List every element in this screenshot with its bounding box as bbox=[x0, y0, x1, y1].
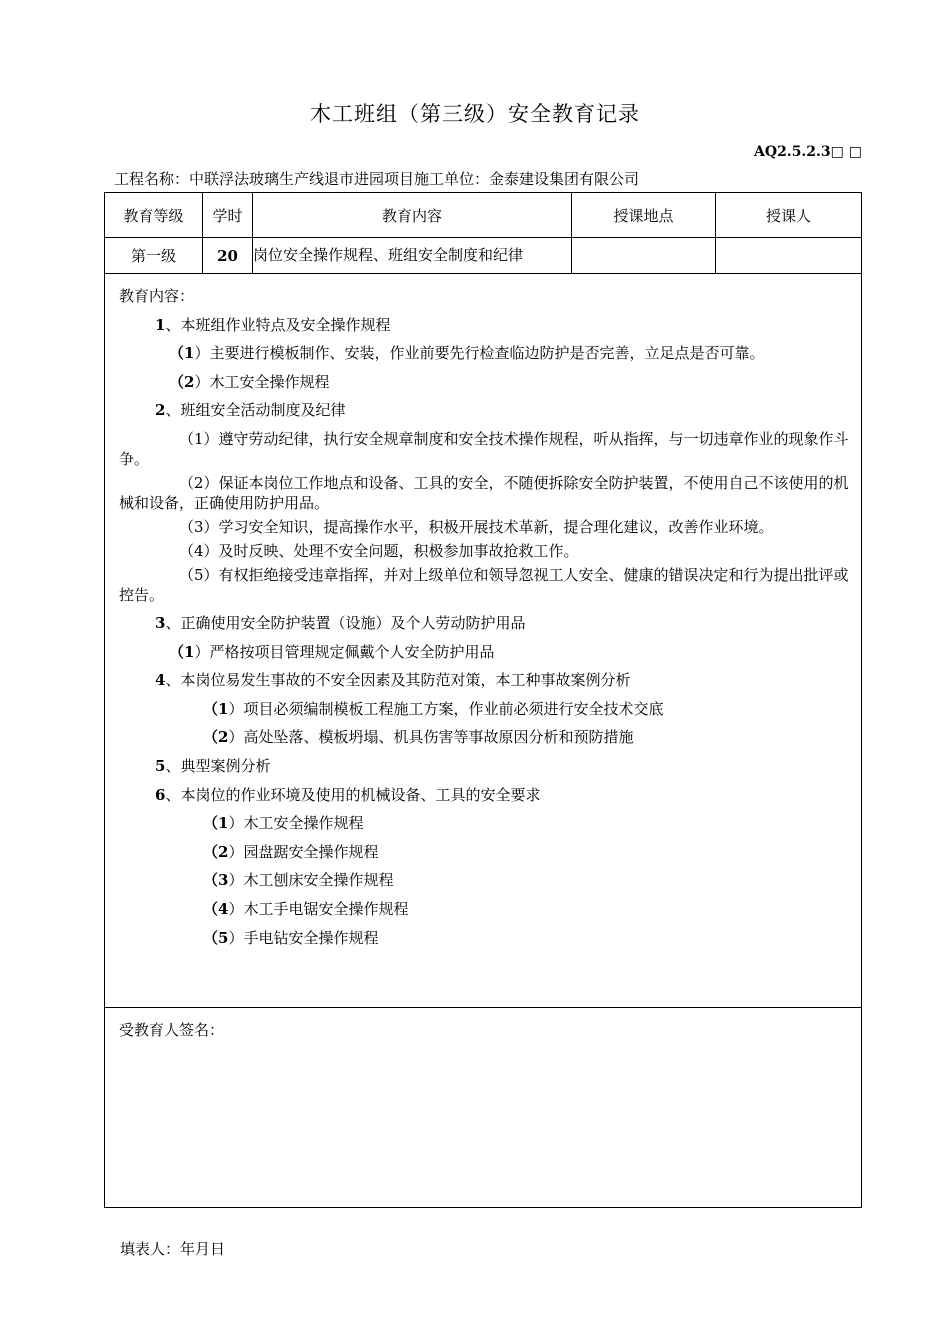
section-3 bbox=[119, 609, 849, 638]
item-number: （1 bbox=[203, 699, 229, 718]
section-number: 5 bbox=[155, 756, 166, 775]
cell-hours: 20 bbox=[203, 238, 253, 274]
content-body bbox=[105, 274, 861, 952]
project-line: 工程名称：中联浮法玻璃生产线退市进园项目施工单位：金泰建设集团有限公司 bbox=[114, 170, 640, 188]
section-text: 、本班组作业特点及安全操作规程 bbox=[165, 315, 391, 334]
content-row bbox=[105, 274, 862, 1008]
section-number: 1 bbox=[155, 315, 166, 334]
header-hours: 学时 bbox=[203, 193, 253, 238]
item-text: ）主要进行模板制作、安装，作业前要先行检查临边防护是否完善，立足点是否可靠。 bbox=[194, 344, 765, 363]
item-number: （2 bbox=[203, 728, 229, 747]
section-6 bbox=[119, 781, 849, 810]
cell-level: 第一级 bbox=[105, 238, 203, 274]
content-cell bbox=[105, 274, 862, 1008]
signature-row bbox=[105, 1008, 862, 1208]
section-6-item-2 bbox=[119, 838, 849, 867]
section-text: 、本岗位易发生事故的不安全因素及其防范对策，本工种事故案例分析 bbox=[165, 671, 631, 690]
cell-teacher bbox=[716, 238, 862, 274]
section-2-paragraph-2: （2）保证本岗位工作地点和设备、工具的安全，不随便拆除安全防护装置，不使用自己不该使用的机械和设备，正确使用防护用品。 bbox=[119, 473, 849, 512]
section-text: 、典型案例分析 bbox=[165, 756, 271, 775]
item-text: ）高处坠落、模板坍塌、机具伤害等事故原因分析和预防措施 bbox=[228, 728, 634, 747]
item-text: ）严格按项目管理规定佩戴个人安全防护用品 bbox=[194, 642, 495, 661]
item-number: （3 bbox=[203, 871, 229, 890]
signature-cell[interactable] bbox=[105, 1008, 862, 1208]
section-6-item-5 bbox=[119, 924, 849, 953]
table-header-row bbox=[105, 193, 862, 238]
header-location: 授课地点 bbox=[572, 193, 716, 238]
section-6-item-1 bbox=[119, 809, 849, 838]
section-5 bbox=[119, 752, 849, 781]
section-4-item-2 bbox=[119, 723, 849, 752]
item-number: （5 bbox=[203, 928, 229, 947]
table-row bbox=[105, 238, 862, 274]
section-4-item-1 bbox=[119, 695, 849, 724]
cell-location bbox=[572, 238, 716, 274]
item-text: ）木工手电锯安全操作规程 bbox=[228, 899, 409, 918]
section-1 bbox=[119, 311, 849, 340]
section-2-paragraph-3: （3）学习安全知识，提高操作水平，积极开展技术革新，提合理化建议，改善作业环境。 bbox=[179, 517, 774, 536]
content-heading: 教育内容： bbox=[119, 287, 195, 305]
item-number: （1 bbox=[203, 814, 229, 833]
item-number: （1 bbox=[169, 344, 195, 363]
item-number: （4 bbox=[203, 899, 229, 918]
section-number: 3 bbox=[155, 613, 166, 632]
cell-content: 岗位安全操作规程、班组安全制度和纪律 bbox=[253, 238, 572, 274]
education-record-table bbox=[104, 192, 862, 1208]
item-text: ）木工安全操作规程 bbox=[194, 372, 330, 391]
section-3-item-1 bbox=[119, 638, 849, 667]
header-teacher: 授课人 bbox=[716, 193, 862, 238]
section-number: 4 bbox=[155, 671, 166, 690]
header-content: 教育内容 bbox=[253, 193, 572, 238]
section-6-item-3 bbox=[119, 866, 849, 895]
item-text: ）项目必须编制模板工程施工方案，作业前必须进行安全技术交底 bbox=[228, 699, 664, 718]
section-number: 6 bbox=[155, 785, 166, 804]
item-text: ）手电钻安全操作规程 bbox=[228, 928, 379, 947]
header-level: 教育等级 bbox=[105, 193, 203, 238]
item-text: ）园盘踞安全操作规程 bbox=[228, 842, 379, 861]
item-text: ）木工安全操作规程 bbox=[228, 814, 364, 833]
section-text: 、正确使用安全防护装置（设施）及个人劳动防护用品 bbox=[165, 613, 526, 632]
section-2-paragraph-1: （1）遵守劳动纪律，执行安全规章制度和安全技术操作规程，听从指挥，与一切违章作业的现象作斗争。 bbox=[119, 429, 849, 468]
section-1-item-2 bbox=[119, 368, 849, 397]
section-2 bbox=[119, 396, 849, 425]
item-number: （2 bbox=[169, 372, 195, 391]
section-6-item-4 bbox=[119, 895, 849, 924]
section-2-paragraph-4: （4）及时反映、处理不安全问题，积极参加事故抢救工作。 bbox=[179, 541, 579, 560]
item-text: ）木工刨床安全操作规程 bbox=[228, 871, 394, 890]
document-code: AQ2.5.2.3□ □ bbox=[754, 144, 862, 160]
section-4 bbox=[119, 666, 849, 695]
item-number: （2 bbox=[203, 842, 229, 861]
page-title: 木工班组（第三级）安全教育记录 bbox=[310, 102, 640, 126]
item-number: （1 bbox=[169, 642, 195, 661]
section-1-item-1 bbox=[119, 339, 849, 368]
signature-label: 受教育人签名： bbox=[119, 1021, 225, 1039]
section-number: 2 bbox=[155, 401, 166, 420]
form-filler-line: 填表人：年月日 bbox=[120, 1240, 226, 1258]
section-text: 、本岗位的作业环境及使用的机械设备、工具的安全要求 bbox=[165, 785, 541, 804]
section-2-paragraph-5: （5）有权拒绝接受违章指挥，并对上级单位和领导忽视工人安全、健康的错误决定和行为提出批评或控告。 bbox=[119, 565, 849, 604]
section-text: 、班组安全活动制度及纪律 bbox=[165, 401, 346, 420]
